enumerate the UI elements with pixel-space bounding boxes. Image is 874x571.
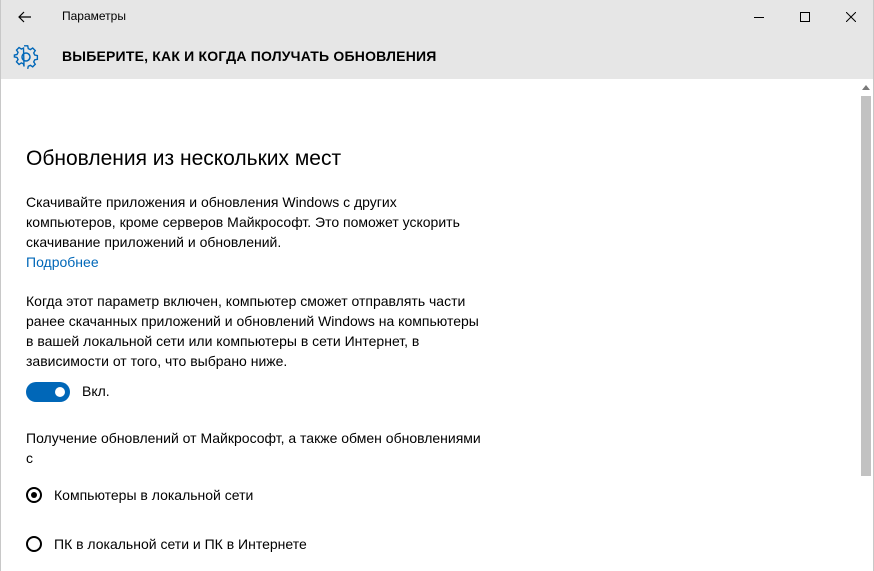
settings-content bbox=[26, 79, 856, 571]
close-button[interactable] bbox=[828, 0, 874, 34]
radio-label: ПК в локальной сети и ПК в Интернете bbox=[54, 536, 307, 552]
section-title: Обновления из нескольких мест bbox=[26, 147, 342, 170]
radio-label: Компьютеры в локальной сети bbox=[54, 487, 254, 503]
page-title: ВЫБЕРИТЕ, КАК И КОГДА ПОЛУЧАТЬ ОБНОВЛЕНИЯ bbox=[62, 48, 437, 64]
maximize-button[interactable] bbox=[782, 0, 828, 34]
radio-option-local-network[interactable] bbox=[26, 487, 253, 503]
description-text: Скачивайте приложения и обновления Windows с других компьютеров, кроме серверов Майкрософт. Это поможет ускорить скачивание приложений и обновлений. bbox=[26, 194, 460, 250]
scroll-up-button[interactable] bbox=[860, 81, 872, 93]
radio-button-unchecked[interactable] bbox=[26, 536, 42, 552]
source-description: Получение обновлений от Майкрософт, а также обмен обновлениями с bbox=[26, 430, 481, 466]
more-info-link[interactable]: Подробнее bbox=[26, 254, 99, 270]
vertical-scrollbar[interactable] bbox=[860, 79, 872, 571]
scroll-up-arrow-icon bbox=[862, 84, 870, 90]
scroll-thumb[interactable] bbox=[861, 96, 871, 476]
back-button[interactable] bbox=[1, 0, 49, 34]
radio-option-local-and-internet[interactable] bbox=[26, 536, 307, 552]
minimize-icon bbox=[754, 12, 764, 22]
radio-button-checked[interactable] bbox=[26, 487, 42, 503]
back-arrow-icon bbox=[18, 11, 32, 23]
minimize-button[interactable] bbox=[736, 0, 782, 34]
close-icon bbox=[846, 12, 856, 22]
window-title: Параметры bbox=[62, 9, 126, 23]
maximize-icon bbox=[800, 12, 810, 22]
toggle-description: Когда этот параметр включен, компьютер сможет отправлять части ранее скачанных приложений и обновлений Windows на компьютеры в вашей локальной сети или компьютеры в сети Интернет, в зависимости от того, что выбрано ниже. bbox=[26, 293, 479, 369]
toggle-knob bbox=[55, 387, 65, 397]
page-header bbox=[1, 34, 873, 79]
toggle-state-label: Вкл. bbox=[82, 383, 110, 399]
title-bar bbox=[1, 0, 873, 34]
delivery-optimization-toggle[interactable] bbox=[26, 382, 70, 402]
gear-icon bbox=[13, 44, 39, 70]
